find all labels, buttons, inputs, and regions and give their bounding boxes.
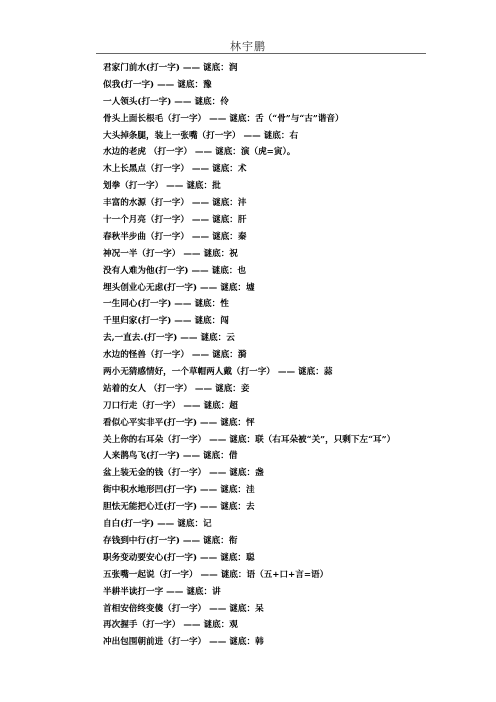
riddle-line: 君家门前水(打一字) —— 谜底：润 (103, 63, 238, 73)
riddle-line: 木上长黑点（打一字） —— 谜底：术 (103, 164, 247, 175)
riddle-line: 春秋半步曲（打一字） —— 谜底：秦 (103, 231, 247, 242)
riddle-line: 胆怯无能把心迁(打一字) —— 谜底：去 (103, 502, 255, 513)
riddle-line: 神况一半（打一字） —— 谜底：祝 (103, 248, 238, 259)
riddle-line: 刀口行走（打一字） —— 谜底：超 (103, 400, 238, 411)
riddle-line: 人来鹊鸟飞(打一字) —— 谜底：借 (103, 451, 238, 462)
riddle-line: 十一个月亮（打一字） —— 谜底：肝 (103, 215, 247, 226)
riddle-list (103, 60, 473, 651)
riddle-line: 关上你的右耳朵（打一字） —— 谜底：联（右耳朵被“关”，只剩下左“耳”） (103, 434, 396, 445)
riddle-line: 首相安倍终变傻（打一字） —— 谜底：呆 (103, 603, 264, 614)
riddle-line: 水边的怪兽（打一字） —— 谜底：漪 (103, 350, 247, 361)
riddle-line: 街中积水地形凹(打一字) —— 谜底：洼 (103, 485, 255, 496)
riddle-line: 去,一直去.(打一字) —— 谜底：云 (103, 333, 235, 344)
riddle-line: 两小无猜感情好，一个草帽两人戴（打一字） —— 谜底：蒜 (103, 367, 333, 378)
riddle-line: 看似心平实非平(打一字) —— 谜底：怦 (103, 417, 255, 428)
riddle-line: 站着的女人 （打一字） —— 谜底：妾 (103, 383, 250, 394)
header-divider (96, 53, 426, 54)
riddle-line: 似我(打一字) —— 谜底：豫 (103, 79, 212, 90)
page-header-author: 林宇鹏 (230, 40, 266, 53)
riddle-line: 千里归家(打一字) —— 谜底：闯 (103, 316, 229, 327)
riddle-line: 冲出包围朝前进（打一字） —— 谜底：韩 (103, 637, 264, 648)
riddle-line: 没有人难为他(打一字) —— 谜底：也 (103, 265, 247, 276)
riddle-line: 半耕半读打一字 —— 谜底：讲 (103, 586, 221, 597)
riddle-line: 再次握手（打一字） —— 谜底：观 (103, 620, 238, 631)
riddle-line: 存钱到中行(打一字) —— 谜底：衔 (103, 535, 238, 546)
riddle-line: 丰富的水源（打一字） —— 谜底：沣 (103, 198, 247, 209)
riddle-line: 一生同心(打一字) —— 谜底：性 (103, 299, 229, 310)
riddle-line: 骨头上面长根毛（打一字） —— 谜底：舌（“骨”与“古”谐音） (103, 113, 344, 124)
riddle-line: 五张嘴一起说（打一字） —— 谜底：语（五+口+言=语） (103, 569, 329, 580)
riddle-line: 盆上装无金的钱（打一字） —— 谜底：盏 (103, 468, 264, 479)
riddle-line: 划拳（打一字） —— 谜底：批 (103, 181, 221, 192)
riddle-line: 大头掉条腿，装上一张嘴（打一字） —— 谜底：右 (103, 130, 299, 141)
riddle-line: 职务变动要安心(打一字) —— 谜底：聪 (103, 552, 255, 563)
riddle-line: 自白(打一字) —— 谜底：记 (103, 519, 212, 530)
riddle-line: 一人领头(打一字) —— 谜底：伶 (103, 96, 229, 107)
riddle-line: 水边的老虎 （打一字） —— 谜底：演（虎=寅）。 (103, 147, 296, 158)
riddle-line: 埋头创业心无虑(打一字) —— 谜底：墟 (103, 282, 255, 293)
